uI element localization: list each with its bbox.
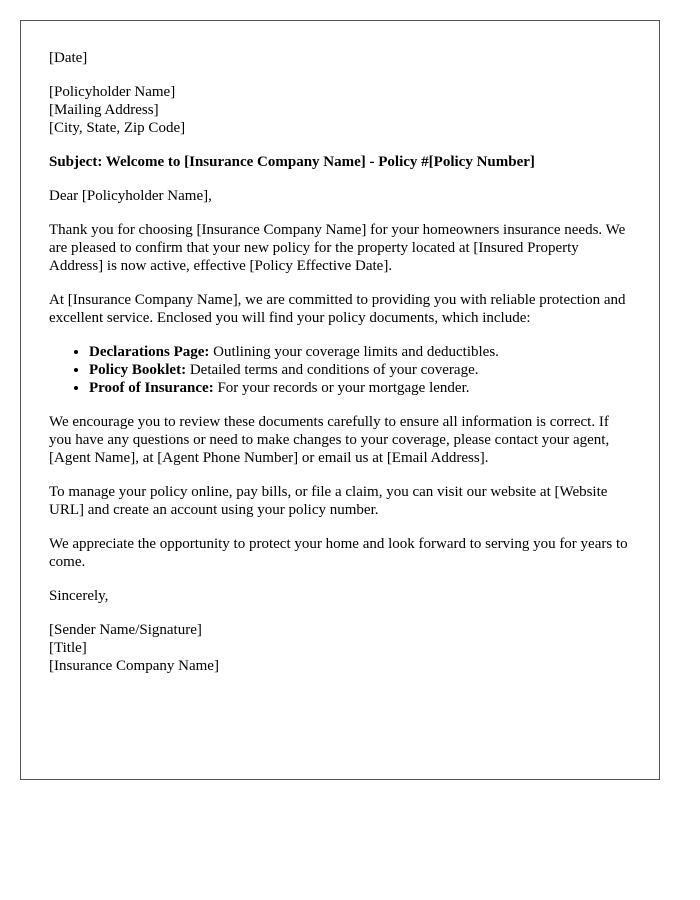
- sender-company: [Insurance Company Name]: [49, 658, 219, 674]
- document-description: Detailed terms and conditions of your coverage.: [186, 362, 479, 378]
- documents-list: [49, 343, 631, 397]
- paragraph-intro: Thank you for choosing [Insurance Company Name] for your homeowners insurance needs. We are pleased to confirm that your new policy for the property located at [Insured Property Address] is now active, effective [Policy Effective Date].: [49, 222, 626, 274]
- recipient-address: [Mailing Address]: [49, 102, 159, 118]
- list-item: [89, 343, 631, 361]
- list-item: [89, 361, 631, 379]
- closing: Sincerely,: [49, 588, 109, 604]
- sender-title: [Title]: [49, 640, 87, 656]
- paragraph-review: We encourage you to review these documents carefully to ensure all information is correct. If you have any questions or need to make changes to your coverage, please contact your agent, [Agent Name], at [Agent Phone Number] or email us at [Email Address].: [49, 414, 610, 466]
- list-item: [89, 379, 631, 397]
- recipient-block: [49, 83, 631, 137]
- paragraph-online: To manage your policy online, pay bills, or file a claim, you can visit our website at [Website URL] and create an account using your policy number.: [49, 484, 608, 518]
- paragraph-appreciation: We appreciate the opportunity to protect your home and look forward to serving you for years to come.: [49, 536, 628, 570]
- salutation: Dear [Policyholder Name],: [49, 188, 212, 204]
- recipient-name: [Policyholder Name]: [49, 84, 176, 100]
- document-description: Outlining your coverage limits and deductibles.: [209, 344, 499, 360]
- letter-page: [20, 20, 660, 780]
- document-title: Declarations Page:: [89, 344, 210, 360]
- recipient-city-state-zip: [City, State, Zip Code]: [49, 120, 186, 136]
- document-description: For your records or your mortgage lender.: [213, 380, 470, 396]
- letter-date: [Date]: [49, 50, 88, 66]
- document-title: Policy Booklet:: [89, 362, 187, 378]
- sender-name: [Sender Name/Signature]: [49, 622, 202, 638]
- document-title: Proof of Insurance:: [89, 380, 214, 396]
- subject-line: Subject: Welcome to [Insurance Company Name] - Policy #[Policy Number]: [49, 154, 535, 170]
- signature-block: [49, 621, 631, 675]
- paragraph-commitment: At [Insurance Company Name], we are committed to providing you with reliable protection and excellent service. Enclosed you will find your policy documents, which include:: [49, 292, 626, 326]
